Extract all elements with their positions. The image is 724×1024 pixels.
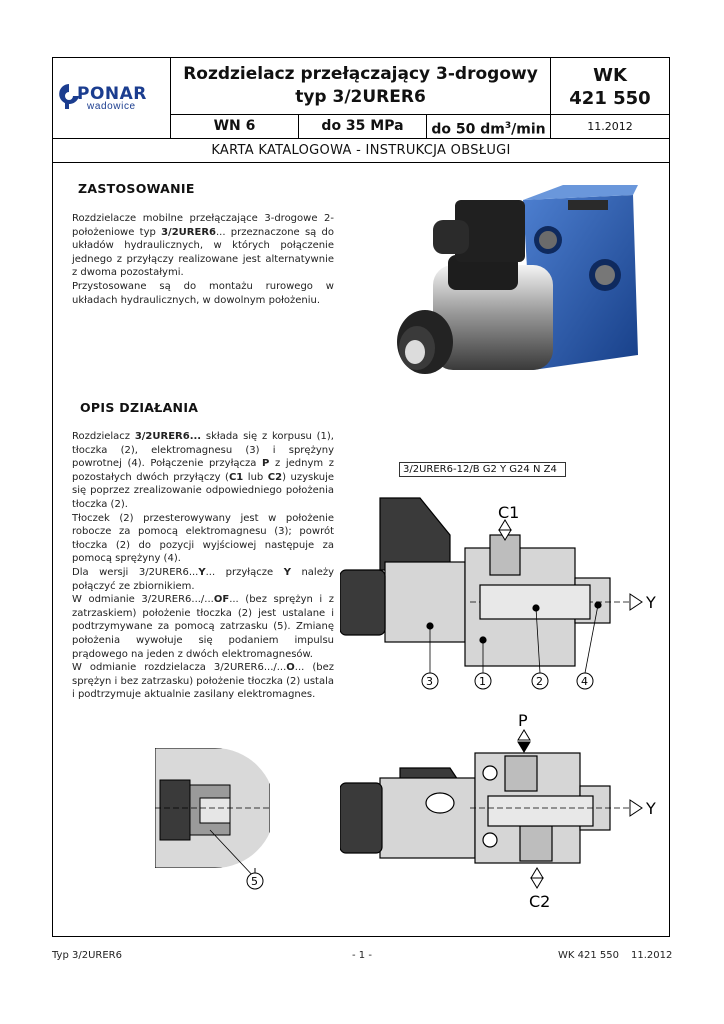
max-pressure: do 35 MPa: [321, 118, 404, 134]
model-code-label: 3/2URER6-12/B G2 Y G24 N Z4: [399, 462, 566, 477]
type-name: 3/2URER6: [161, 226, 216, 238]
port-p-label: P: [518, 711, 528, 730]
footer-date: 11.2012: [631, 950, 673, 961]
logo-cell: [53, 58, 171, 139]
port-y-arrow-icon: [630, 594, 642, 610]
port-ref: Y: [283, 566, 291, 578]
text-run: ) uzyskuje się poprzez zrealizowanie odpowiedniego położenia tłoczka (2).: [72, 471, 334, 510]
nominal-size-cell: [171, 115, 299, 139]
subtitle-cell: [53, 139, 669, 163]
document-title-line1: Rozdzielacz przełączający 3-drogowy: [183, 64, 538, 84]
text-run: z jednym z pozostałych dwóch przyłączy (: [72, 458, 334, 483]
port-ref: P: [262, 458, 270, 470]
nominal-size: WN 6: [213, 118, 256, 134]
catalog-code-line2: 421 550: [569, 88, 651, 109]
callout-4-label: 4: [581, 675, 588, 688]
port-c2-arrow-icon: [531, 868, 543, 878]
logo-brand-sub: wadowice: [87, 101, 136, 112]
port-c2-label: C2: [529, 892, 551, 911]
text-run: Rozdzielacze mobilne przełączające 3-drogowe 2-położeniowe typ: [72, 213, 334, 238]
variant-ref: OF: [213, 594, 230, 606]
text-run: ... przyłącze: [205, 566, 284, 578]
date-cell: [551, 115, 669, 139]
flow-exponent: 3: [504, 121, 512, 131]
product-photo: [393, 180, 643, 390]
application-paragraph-1: [72, 212, 334, 280]
text-run: składa się z korpusu (1), tłoczka (2), elektromagnesu (3) i sprężyny powrotnej (4). Połączenie przyłącza: [72, 431, 334, 470]
operation-paragraph-2: Tłoczek (2) przesterowywany jest w położenie robocze za pomocą elektromagnesu (3); powrót tłoczka (2) do pozycji wyjściowej następuje za pomocą sprężyny (4).: [72, 512, 334, 565]
flow-prefix: do 50: [431, 121, 481, 138]
document-subtitle: KARTA KATALOGOWA - INSTRUKCJA OBSŁUGI: [211, 143, 511, 158]
application-paragraph-2: Przystosowane są do montażu rurowego w układach hydraulicznych, w dowolnym położeniu.: [72, 280, 334, 306]
port-y2-label: Y: [646, 799, 656, 818]
section-drawing-bottom: [340, 708, 670, 918]
application-text: [72, 212, 334, 307]
flow-suffix: /min: [511, 121, 546, 138]
operation-heading: OPIS DZIAŁANIA: [80, 400, 199, 415]
text-run: Dla wersji 3/2URER6...: [72, 566, 199, 578]
section-drawing-top: [340, 490, 670, 695]
text-run: ... (bez sprężyn i z zatrzaskiem) położenie tłoczka (2) jest ustalane i podtrzymywane za pomocą zatrzasku (5). Zmianę położenia wywołuje się podaniem impulsu prądowego na jeden z dwóch elektromagnesów.: [72, 594, 334, 660]
footer-page-number: - 1 -: [352, 950, 372, 961]
text-run: lub: [243, 471, 268, 483]
document-title-line2: typ 3/2URER6: [295, 87, 426, 107]
callout-5-label: 5: [251, 875, 258, 888]
port-c1-label: C1: [498, 503, 520, 522]
code-cell: [551, 58, 669, 115]
port-p-arrow-icon: [518, 730, 530, 740]
operation-paragraph-3: [72, 566, 334, 593]
port-ref: C2: [267, 471, 283, 483]
text-run: należy połączyć ze zbiornikiem.: [72, 566, 335, 592]
text-run: ... przeznaczone są do układów hydraulicznych, w których połączenie jednego z przyłączy realizowane jest alternatywnie z dwoma pozostałymi.: [72, 226, 335, 279]
type-name: 3/2URER6...: [134, 431, 202, 442]
text-run: W odmianie 3/2URER6.../...: [72, 594, 214, 606]
port-ref: Y: [198, 566, 206, 578]
catalog-code-line1: WK: [593, 65, 627, 86]
title-cell: [171, 58, 551, 115]
operation-paragraph-5: [72, 661, 334, 702]
flow-unit: dm: [480, 121, 505, 138]
operation-paragraph-4: [72, 593, 334, 661]
latch-detail-view: [155, 740, 270, 890]
operation-text: [72, 430, 334, 702]
text-run: W odmianie rozdzielacza 3/2URER6.../...: [72, 662, 287, 674]
text-run: Rozdzielacz: [72, 431, 135, 442]
max-flow: [427, 115, 550, 141]
text-run: ... (bez sprężyn i bez zatrzasku) położenie tłoczka (2) ustala i podtrzymuje aktualnie zasilany elektromagnes.: [72, 662, 334, 701]
footer-type: Typ 3/2URER6: [52, 950, 122, 961]
port-ref: C1: [228, 471, 244, 483]
operation-paragraph-1: [72, 430, 334, 512]
variant-ref: O: [286, 662, 295, 674]
port-y2-arrow-icon: [630, 800, 642, 816]
port-y-label: Y: [646, 593, 656, 612]
flow-cell: [427, 115, 551, 139]
callout-2-label: 2: [536, 675, 543, 688]
callout-3-label: 3: [426, 675, 433, 688]
pressure-cell: [299, 115, 427, 139]
footer-doc-code: WK 421 550: [558, 950, 619, 961]
application-heading: ZASTOSOWANIE: [78, 181, 195, 196]
issue-date: 11.2012: [587, 120, 633, 133]
logo-brand-name: PONAR: [77, 84, 147, 104]
callout-1-label: 1: [479, 675, 486, 688]
